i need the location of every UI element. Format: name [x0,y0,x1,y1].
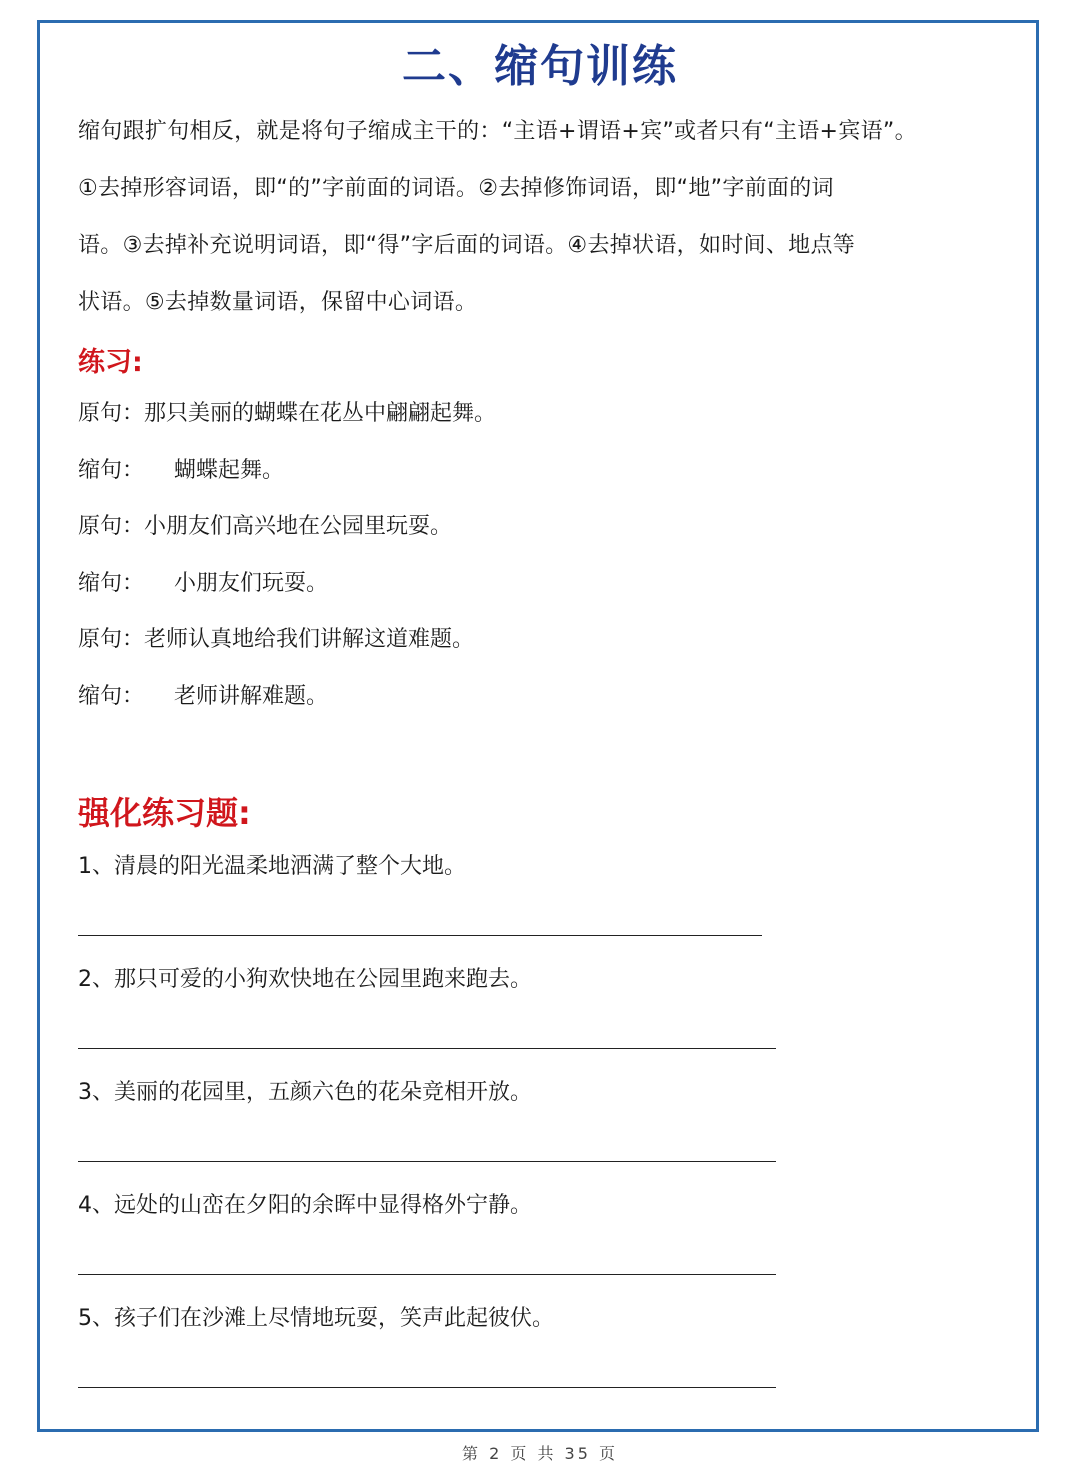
intro-paragraph [78,103,1013,331]
question-text: 3、美丽的花园里，五颜六色的花朵竞相开放。 [78,1080,532,1105]
original-label: 原句： [78,514,145,540]
question-text: 2、那只可爱的小狗欢快地在公园里跑来跑去。 [78,967,532,992]
original-label: 原句： [78,401,145,426]
original-sentence: 老师认真地给我们讲解这道难题。 [144,627,475,653]
condensed-sentence-row [78,669,978,726]
original-sentence: 小朋友们高兴地在公园里玩耍。 [144,514,453,540]
condensed-sentence: 小朋友们玩耍。 [174,570,329,596]
question-text: 5、孩子们在沙滩上尽情地玩耍，笑声此起彼伏。 [78,1306,554,1331]
answer-line[interactable] [78,935,762,936]
exercise-question [78,847,466,887]
condensed-label: 缩句： [78,683,145,709]
exercise-question [78,960,532,1000]
answer-line[interactable] [78,1387,776,1388]
original-sentence: 那只美丽的蝴蝶在花丛中翩翩起舞。 [144,401,497,426]
original-sentence-row [78,612,978,669]
intro-line: 语。③去掉补充说明词语，即“得”字后面的词语。④去掉状语，如时间、地点等 [78,233,856,258]
question-text: 1、清晨的阳光温柔地洒满了整个大地。 [78,854,466,879]
original-sentence-row [78,499,978,556]
practice-heading: 练习: [78,347,143,378]
condensed-label: 缩句： [78,457,145,483]
strengthen-heading: 强化练习题: [78,794,251,832]
exercise-question [78,1186,532,1226]
condensed-sentence: 蝴蝶起舞。 [174,457,285,483]
intro-line: 状语。⑤去掉数量词语，保留中心词语。 [78,290,478,315]
answer-line[interactable] [78,1161,776,1162]
answer-line[interactable] [78,1274,776,1275]
answer-line[interactable] [78,1048,776,1049]
condensed-sentence: 老师讲解难题。 [174,683,329,709]
page-footer: 第 2 页 共 35 页 [462,1444,618,1463]
condensed-sentence-row [78,443,978,500]
page-title: 二、缩句训练 [402,41,678,92]
condensed-sentence-row [78,556,978,613]
condensed-label: 缩句： [78,570,145,596]
question-text: 4、远处的山峦在夕阳的余晖中显得格外宁静。 [78,1193,532,1218]
practice-examples [78,386,978,726]
original-label: 原句： [78,627,145,653]
original-sentence-row [78,386,978,443]
exercise-question [78,1073,532,1113]
intro-line: ①去掉形容词语，即“的”字前面的词语。②去掉修饰词语，即“地”字前面的词 [78,176,834,201]
intro-line: 缩句跟扩句相反，就是将句子缩成主干的：“主语+谓语+宾”或者只有“主语+宾语”。 [78,119,917,144]
exercise-question [78,1299,554,1339]
